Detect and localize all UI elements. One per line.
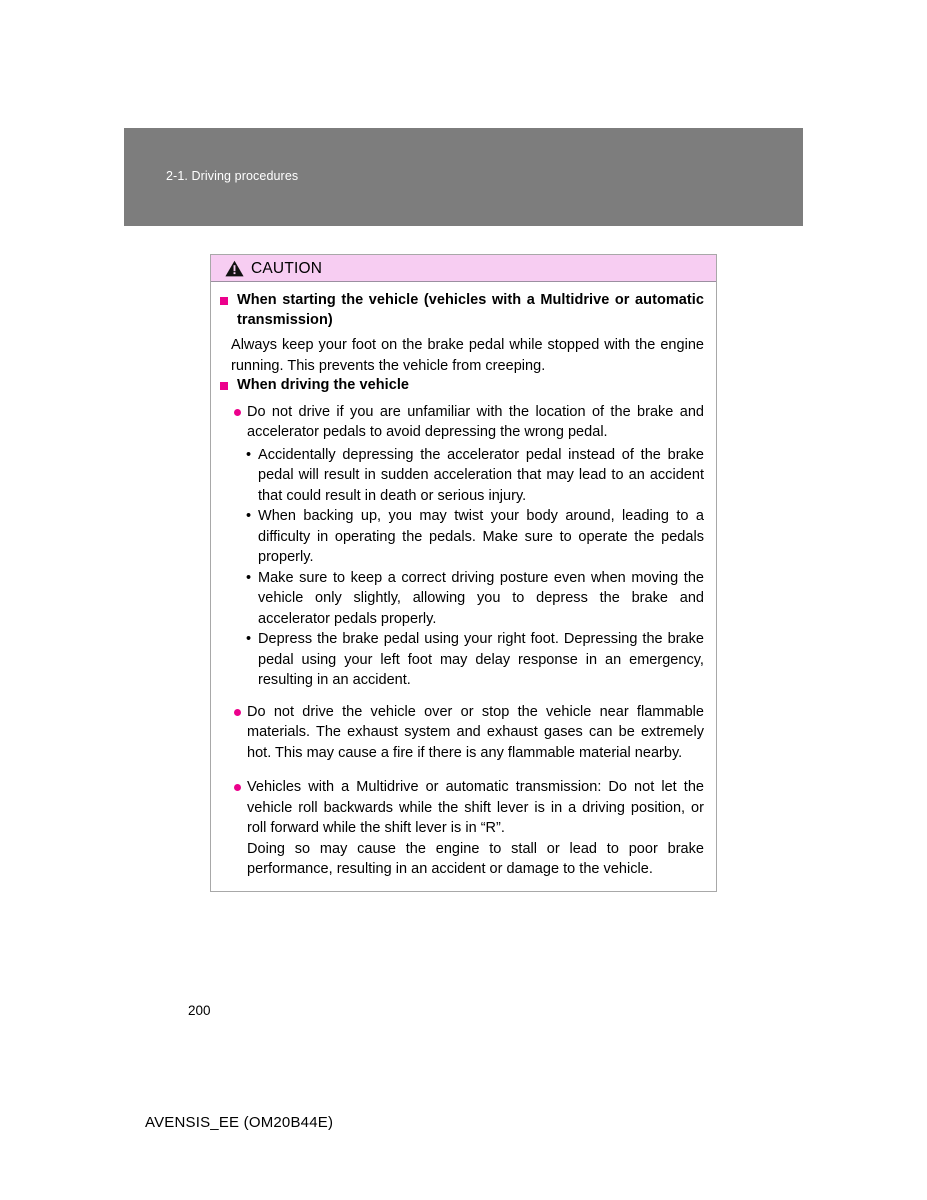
caution-block-paragraph: Always keep your foot on the brake pedal while stopped with the engine running. This prevents the vehicle from creeping. (231, 337, 704, 374)
middot-bullet-icon: • (246, 569, 252, 586)
middot-bullet-icon: • (246, 508, 252, 524)
round-bullet-icon (234, 709, 241, 716)
list-item-continuation: Doing so may cause the engine to stall or lead to poor brake performance, resulting in an accident or damage to the vehicle. (247, 840, 704, 877)
section-header-label: 2-1. Driving procedures (166, 169, 299, 183)
caution-body (211, 282, 716, 891)
round-bullet-icon (234, 409, 241, 416)
document-code: AVENSIS_EE (OM20B44E) (145, 1114, 334, 1131)
list-item (245, 629, 704, 691)
square-bullet-icon (220, 297, 228, 305)
section-header-band (124, 128, 803, 226)
caution-sub-bullet-list (245, 445, 704, 691)
caution-block-heading: When starting the vehicle (vehicles with a Multidrive or automatic transmission) (237, 292, 704, 328)
list-item-text: Make sure to keep a correct driving posture even when moving the vehicle only slightly, allowing you to depress the brake and accelerator pedals properly. (258, 569, 704, 627)
caution-header (211, 255, 716, 282)
caution-bullet-list (220, 402, 704, 880)
list-item-text: Depress the brake pedal using your right foot. Depressing the brake pedal using your left foot may delay response in an emergency, resulting in an accident. (258, 631, 704, 688)
warning-triangle-icon (225, 260, 244, 277)
list-item-text: When backing up, you may twist your body around, leading to a difficulty in operating the pedals. Make sure to operate the pedals properly. (258, 508, 704, 565)
list-item-text: Do not drive the vehicle over or stop the vehicle near flammable materials. The exhaust system and exhaust gases can be extremely hot. This may cause a fire if there is any flammable material nearby. (247, 703, 704, 761)
list-item (234, 402, 704, 443)
middot-bullet-icon: • (246, 631, 252, 647)
list-item (245, 445, 704, 507)
caution-box (210, 254, 717, 892)
caution-title: CAUTION (251, 259, 323, 277)
middot-bullet-icon: • (246, 446, 252, 463)
round-bullet-icon (234, 784, 241, 791)
list-item (245, 568, 704, 630)
square-bullet-icon (220, 382, 228, 390)
caution-block-heading: When driving the vehicle (237, 377, 410, 393)
list-item-text: Accidentally depressing the accelerator pedal instead of the brake pedal will result in sudden acceleration that may lead to an accident that could result in death or serious injury. (258, 446, 704, 504)
caution-block (220, 291, 704, 330)
page-number: 200 (188, 1003, 211, 1018)
list-item (234, 777, 704, 880)
list-item (234, 702, 704, 764)
caution-block (220, 376, 704, 396)
list-item-text: Do not drive if you are unfamiliar with the location of the brake and accelerator pedals to avoid depressing the wrong pedal. (247, 403, 704, 440)
list-item-text: Vehicles with a Multidrive or automatic transmission: Do not let the vehicle roll backwards while the shift lever is in a driving position, or roll forward while the shift lever is in “R”. (247, 779, 704, 836)
list-item (245, 506, 704, 568)
